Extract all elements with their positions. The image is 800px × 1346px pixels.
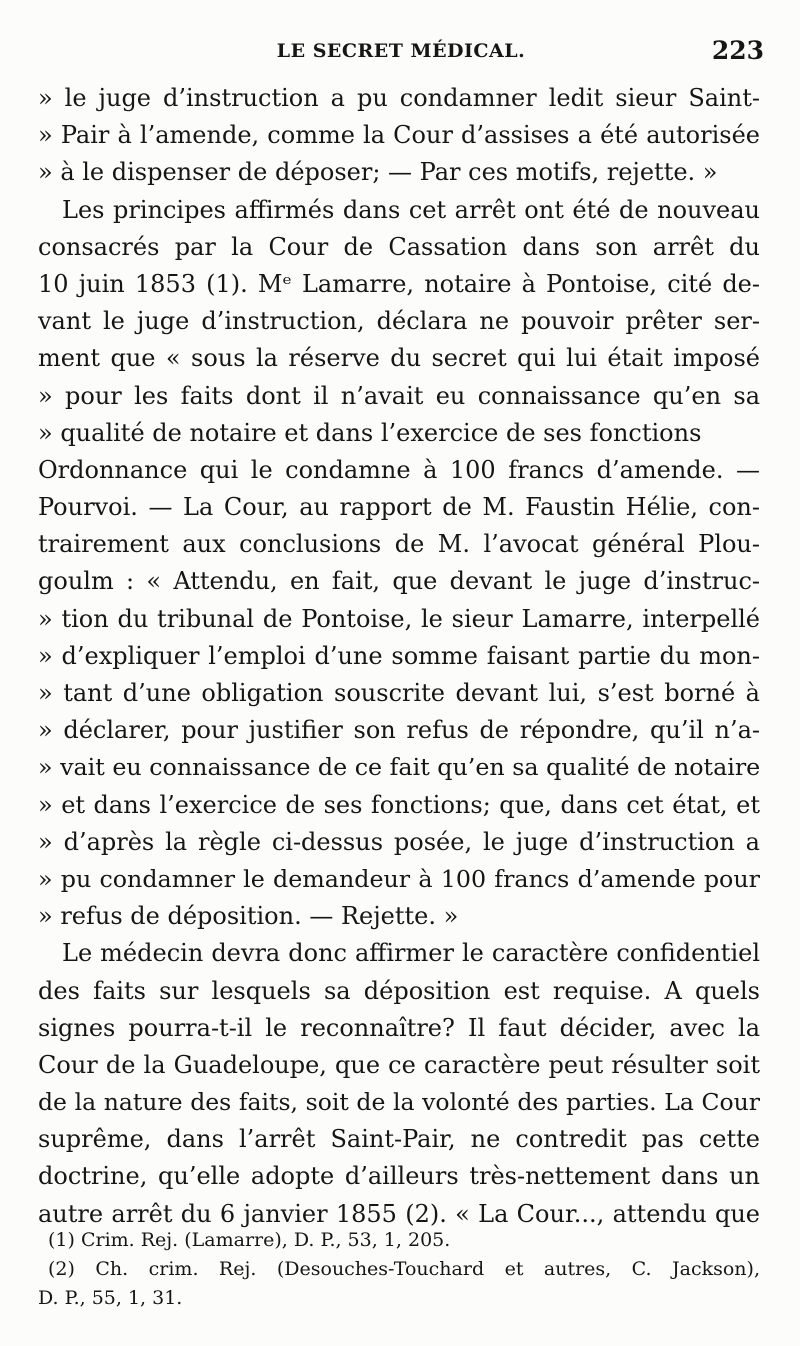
text-line: Pourvoi. — La Cour, au rapport de M. Faustin Hélie, con-: [38, 493, 760, 522]
text-line: doctrine, qu’elle adopte d’ailleurs très-nettement dans un: [38, 1162, 760, 1191]
text-line: » et dans l’exercice de ses fonctions; que, dans cet état, et: [38, 790, 760, 819]
text-line: ment que « sous la réserve du secret qui lui était imposé: [38, 344, 760, 373]
text-line: » vait eu connaissance de ce fait qu’en sa qualité de notaire: [38, 753, 761, 782]
text-line: » qualité de notaire et dans l’exercice de ses fonctions: [38, 418, 702, 447]
text-line: 10 juin 1853 (1). Mᵉ Lamarre, notaire à Pontoise, cité de-: [38, 269, 760, 298]
text-line: signes pourra-t-il le reconnaître? Il faut décider, avec la: [38, 1013, 760, 1042]
text-line: suprême, dans l’arrêt Saint-Pair, ne contredit pas cette: [38, 1125, 760, 1154]
footnote-line: (1) Crim. Rej. (Lamarre), D. P., 53, 1, 205.: [48, 1229, 451, 1251]
footnotes: [38, 1226, 760, 1313]
text-line: » le juge d’instruction a pu condamner ledit sieur Saint-: [38, 84, 760, 112]
text-line: trairement aux conclusions de M. l’avocat général Plou-: [38, 530, 760, 559]
text-line: autre arrêt du 6 janvier 1855 (2). « La Cour..., attendu que: [38, 1199, 760, 1228]
text-line: » à le dispenser de déposer; — Par ces motifs, rejette. »: [38, 158, 718, 187]
text-line: » tion du tribunal de Pontoise, le sieur Lamarre, interpellé: [38, 604, 760, 633]
text-line: » pour les faits dont il n’avait eu connaissance qu’en sa: [38, 381, 760, 410]
footnote-line: D. P., 55, 1, 31.: [38, 1287, 183, 1309]
body-text: [38, 80, 760, 1233]
text-line: de la nature des faits, soit de la volonté des parties. La Cour: [38, 1088, 760, 1117]
footnote-line: (2) Ch. crim. Rej. (Desouches-Touchard et autres, C. Jackson),: [48, 1258, 760, 1280]
page-header: [38, 34, 764, 74]
text-line: Le médecin devra donc affirmer le caractère confidentiel: [62, 939, 760, 968]
text-line: » refus de déposition. — Rejette. »: [38, 902, 459, 931]
text-line: Ordonnance qui le condamne à 100 francs d’amende. —: [38, 455, 760, 484]
text-line: » pu condamner le demandeur à 100 francs d’amende pour: [38, 864, 760, 893]
text-line: consacrés par la Cour de Cassation dans son arrêt du: [38, 232, 760, 261]
text-line: Les principes affirmés dans cet arrêt ont été de nouveau: [62, 195, 760, 224]
running-title: LE SECRET MÉDICAL.: [276, 40, 526, 62]
text-line: des faits sur lesquels sa déposition est requise. A quels: [38, 976, 760, 1005]
text-line: » Pair à l’amende, comme la Cour d’assises a été autorisée: [38, 121, 760, 150]
text-line: goulm : « Attendu, en fait, que devant le juge d’instruc-: [38, 567, 760, 596]
text-line: » déclarer, pour justifier son refus de répondre, qu’il n’a-: [38, 716, 760, 745]
text-line: vant le juge d’instruction, déclara ne pouvoir prêter ser-: [38, 307, 760, 336]
text-line: » d’après la règle ci-dessus posée, le juge d’instruction a: [38, 827, 760, 856]
text-line: » d’expliquer l’emploi d’une somme faisant partie du mon-: [38, 641, 760, 670]
page-number: 223: [711, 36, 764, 65]
text-line: Cour de la Guadeloupe, que ce caractère peut résulter soit: [38, 1050, 760, 1079]
text-line: » tant d’une obligation souscrite devant lui, s’est borné à: [38, 679, 760, 707]
